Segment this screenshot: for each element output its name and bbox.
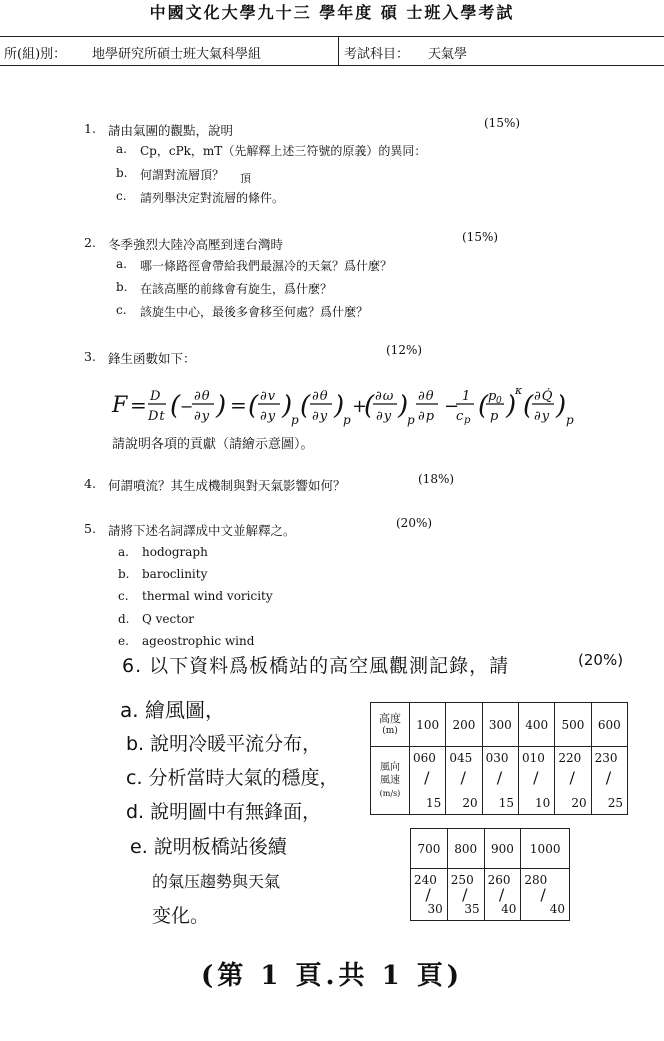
table1-wind-cell bbox=[482, 747, 518, 815]
table1-wind-cell bbox=[518, 747, 554, 815]
svg-text:∂y: ∂y bbox=[194, 409, 211, 424]
svg-text:(: ( bbox=[170, 391, 182, 421]
wind-direction: 280 bbox=[524, 873, 548, 887]
q6-text: 6. 以下資料爲板橋站的高空風觀測記錄，請 bbox=[122, 655, 510, 677]
svg-text:∂θ: ∂θ bbox=[194, 389, 211, 404]
q3-note: 請說明各項的貢獻（請繪示意圖）。 bbox=[112, 437, 314, 452]
q2-item-c-label: c. bbox=[116, 303, 127, 317]
svg-text:∂p: ∂p bbox=[418, 409, 436, 424]
q6-item-d: d. 說明圖中有無鋒面， bbox=[126, 801, 322, 823]
table1-wind-cell bbox=[555, 747, 591, 815]
svg-text:∂Q̇: ∂Q̇ bbox=[534, 389, 554, 404]
exam-info-bar bbox=[0, 36, 664, 66]
wind-direction: 250 bbox=[450, 873, 474, 887]
table1-header-wind bbox=[371, 747, 410, 815]
svg-text:(: ( bbox=[300, 391, 312, 421]
wind-speed: 10 bbox=[535, 796, 551, 810]
table1-wind-cell bbox=[446, 747, 482, 815]
wind-table-2 bbox=[410, 828, 570, 921]
table2-wind-cell bbox=[447, 869, 484, 921]
table1-height-cell: 600 bbox=[591, 703, 627, 747]
q2-percent: (15%) bbox=[462, 230, 499, 244]
q5-item-a-text: hodograph bbox=[142, 545, 208, 559]
table2-height-cell: 700 bbox=[411, 829, 448, 869]
q1-handwritten-insert: 頂 bbox=[240, 172, 251, 185]
wind-slash: / bbox=[425, 885, 431, 905]
table2-wind-cell bbox=[411, 869, 448, 921]
table1-header-height-unit: (m) bbox=[382, 725, 398, 736]
wind-direction: 230 bbox=[594, 751, 618, 765]
q6-item-a: a. 繪風圖， bbox=[120, 698, 225, 722]
wind-speed: 35 bbox=[464, 902, 480, 916]
q1-item-a-label: a. bbox=[116, 142, 127, 156]
svg-text:): ) bbox=[282, 391, 294, 421]
wind-direction: 030 bbox=[485, 751, 509, 765]
svg-text:): ) bbox=[556, 391, 568, 421]
wind-speed: 30 bbox=[427, 902, 443, 916]
q5-item-b-label: b. bbox=[118, 567, 130, 581]
svg-text:∂v: ∂v bbox=[260, 389, 277, 404]
wind-speed: 25 bbox=[607, 796, 623, 810]
header-divider bbox=[338, 37, 339, 65]
table1-height-cell: 300 bbox=[482, 703, 518, 747]
wind-speed: 40 bbox=[549, 902, 565, 916]
wind-direction: 010 bbox=[521, 751, 545, 765]
table1-header-dir-label: 風向 bbox=[380, 762, 400, 773]
svg-text:1: 1 bbox=[462, 389, 472, 404]
svg-text:Dt: Dt bbox=[148, 409, 166, 424]
q1-number: 1. bbox=[84, 121, 96, 136]
q5-item-d-text: Q vector bbox=[142, 612, 195, 626]
svg-text:p: p bbox=[490, 409, 500, 424]
svg-text:p: p bbox=[291, 413, 300, 427]
q2-number: 2. bbox=[84, 235, 96, 250]
svg-text:p: p bbox=[488, 389, 498, 404]
wind-speed: 20 bbox=[571, 796, 587, 810]
svg-text:∂θ: ∂θ bbox=[418, 389, 435, 404]
q1-percent: (15%) bbox=[484, 116, 521, 130]
wind-direction: 240 bbox=[414, 873, 437, 887]
svg-text:): ) bbox=[216, 391, 228, 421]
table1-height-cell: 100 bbox=[410, 703, 446, 747]
q6-item-e: e. 說明板橋站後續 bbox=[130, 836, 287, 858]
svg-text:): ) bbox=[506, 391, 518, 421]
wind-speed: 15 bbox=[498, 796, 514, 810]
wind-speed: 40 bbox=[501, 902, 517, 916]
wind-direction: 260 bbox=[487, 873, 511, 887]
q5-item-b-text: baroclinity bbox=[142, 567, 208, 581]
svg-text:p: p bbox=[343, 413, 352, 427]
wind-table-1 bbox=[370, 702, 628, 815]
q2-item-a-text: 哪一條路徑會帶給我們最濕冷的天氣？爲什麼？ bbox=[140, 259, 393, 273]
wind-slash: / bbox=[496, 768, 503, 788]
q5-item-c-text: thermal wind voricity bbox=[142, 589, 273, 603]
table2-wind-cell bbox=[484, 869, 521, 921]
q5-item-e-text: ageostrophic wind bbox=[142, 634, 255, 648]
table2-wind-cell bbox=[521, 869, 570, 921]
q2-item-b-label: b. bbox=[116, 280, 128, 294]
q1-item-c-label: c. bbox=[116, 189, 127, 203]
q5-number: 5. bbox=[84, 521, 96, 536]
frontogenesis-equation bbox=[110, 382, 600, 435]
svg-text:+: + bbox=[352, 396, 369, 417]
table1-header-height-label: 高度 bbox=[379, 711, 401, 725]
svg-text:F: F bbox=[112, 393, 129, 418]
q5-item-d-label: d. bbox=[118, 612, 130, 626]
exam-title: 中國文化大學九十三 學年度 碩 士班入學考試 bbox=[149, 3, 515, 22]
q3-number: 3. bbox=[84, 349, 96, 364]
dept-value: 地學研究所碩士班大氣科學組 bbox=[92, 47, 262, 62]
wind-slash: / bbox=[498, 885, 505, 905]
table1-header-speed-unit: (m/s) bbox=[379, 789, 401, 798]
svg-text:∂y: ∂y bbox=[534, 409, 551, 424]
q5-item-a-label: a. bbox=[118, 545, 129, 559]
q6-item-e-cont-2: 变化。 bbox=[152, 905, 210, 927]
table1-height-cell: 400 bbox=[518, 703, 554, 747]
wind-slash: / bbox=[605, 768, 612, 788]
svg-text:=: = bbox=[230, 393, 248, 417]
q2-item-c-text: 該旋生中心，最後多會移至何處？爲什麼？ bbox=[140, 305, 369, 319]
subject-label: 考試科目： bbox=[344, 47, 410, 62]
svg-text:(: ( bbox=[478, 391, 490, 421]
table1-wind-cell bbox=[591, 747, 627, 815]
page-footer: (第 1 頁.共 1 頁) bbox=[200, 961, 464, 991]
svg-text:∂θ: ∂θ bbox=[312, 389, 329, 404]
wind-slash: / bbox=[569, 768, 575, 788]
dept-label: 所(組)別： bbox=[4, 47, 67, 62]
table1-height-cell: 200 bbox=[446, 703, 482, 747]
table1-height-cell: 500 bbox=[555, 703, 591, 747]
svg-text:p: p bbox=[464, 415, 472, 426]
svg-text:∂y: ∂y bbox=[260, 409, 277, 424]
q6-item-b: b. 說明冷暖平流分布， bbox=[126, 733, 322, 755]
wind-direction: 045 bbox=[449, 751, 473, 765]
q5-item-e-label: e. bbox=[118, 634, 129, 648]
svg-text:(: ( bbox=[364, 391, 376, 421]
q5-percent: (20%) bbox=[396, 516, 433, 530]
q5-text: 請將下述名詞譯成中文並解釋之。 bbox=[108, 523, 296, 538]
wind-slash: / bbox=[533, 768, 539, 788]
q2-item-b-text: 在該高壓的前緣會有旋生，爲什麼？ bbox=[140, 282, 333, 296]
svg-text:−: − bbox=[180, 397, 195, 416]
q6-percent: (20%) bbox=[578, 651, 624, 669]
q2-item-a-label: a. bbox=[116, 257, 127, 271]
svg-text:): ) bbox=[398, 391, 410, 421]
subject-value: 天氣學 bbox=[428, 47, 468, 62]
svg-text:∂y: ∂y bbox=[312, 409, 329, 424]
svg-text:=: = bbox=[130, 393, 148, 417]
q1-item-b-label: b. bbox=[116, 166, 128, 180]
table1-header-speed-label: 風速 bbox=[380, 775, 400, 786]
q3-text: 鋒生函數如下： bbox=[108, 351, 196, 366]
wind-slash: / bbox=[460, 768, 466, 788]
table1-header-height bbox=[371, 703, 410, 747]
q1-text: 請由氣團的觀點，說明 bbox=[108, 123, 234, 138]
wind-speed: 15 bbox=[426, 796, 442, 810]
table1-wind-cell bbox=[410, 747, 446, 815]
q4-percent: (18%) bbox=[418, 472, 455, 486]
wind-speed: 20 bbox=[462, 796, 478, 810]
q4-text: 何謂噴流？其生成機制與對天氣影響如何？ bbox=[108, 478, 346, 493]
svg-text:D: D bbox=[150, 389, 162, 404]
svg-text:p: p bbox=[407, 413, 416, 427]
table2-height-cell: 1000 bbox=[521, 829, 570, 869]
wind-direction: 060 bbox=[413, 751, 436, 765]
wind-direction: 220 bbox=[558, 751, 582, 765]
q3-percent: (12%) bbox=[386, 343, 423, 357]
svg-text:(: ( bbox=[523, 391, 535, 421]
q4-number: 4. bbox=[84, 476, 96, 491]
svg-text:(: ( bbox=[248, 391, 260, 421]
q1-item-c-text: 請列舉決定對流層的條件。 bbox=[140, 191, 285, 205]
q6-item-c: c. 分析當時大氣的穩度， bbox=[126, 767, 339, 789]
svg-text:0: 0 bbox=[496, 396, 503, 406]
table2-height-cell: 800 bbox=[447, 829, 484, 869]
svg-text:κ: κ bbox=[515, 384, 524, 397]
table2-height-cell: 900 bbox=[484, 829, 521, 869]
q2-text: 冬季強烈大陸冷高壓到達台灣時 bbox=[108, 237, 284, 252]
wind-slash: / bbox=[424, 768, 430, 788]
wind-slash: / bbox=[462, 885, 468, 905]
q5-item-c-label: c. bbox=[118, 589, 129, 603]
svg-text:p: p bbox=[566, 413, 575, 427]
svg-text:): ) bbox=[334, 391, 346, 421]
svg-text:c: c bbox=[456, 409, 465, 424]
svg-text:−: − bbox=[444, 396, 461, 417]
q1-item-b-text: 何謂對流層頂？ bbox=[140, 168, 225, 182]
q1-item-a-text: Cp，cPk，mT（先解釋上述三符號的原義）的異同： bbox=[140, 144, 427, 158]
q6-item-e-cont-1: 的氣压趨勢與天氣 bbox=[152, 872, 281, 891]
equation-graphic bbox=[110, 382, 600, 430]
wind-slash: / bbox=[540, 885, 546, 905]
svg-text:∂ω: ∂ω bbox=[375, 389, 395, 404]
svg-text:∂y: ∂y bbox=[376, 409, 393, 424]
